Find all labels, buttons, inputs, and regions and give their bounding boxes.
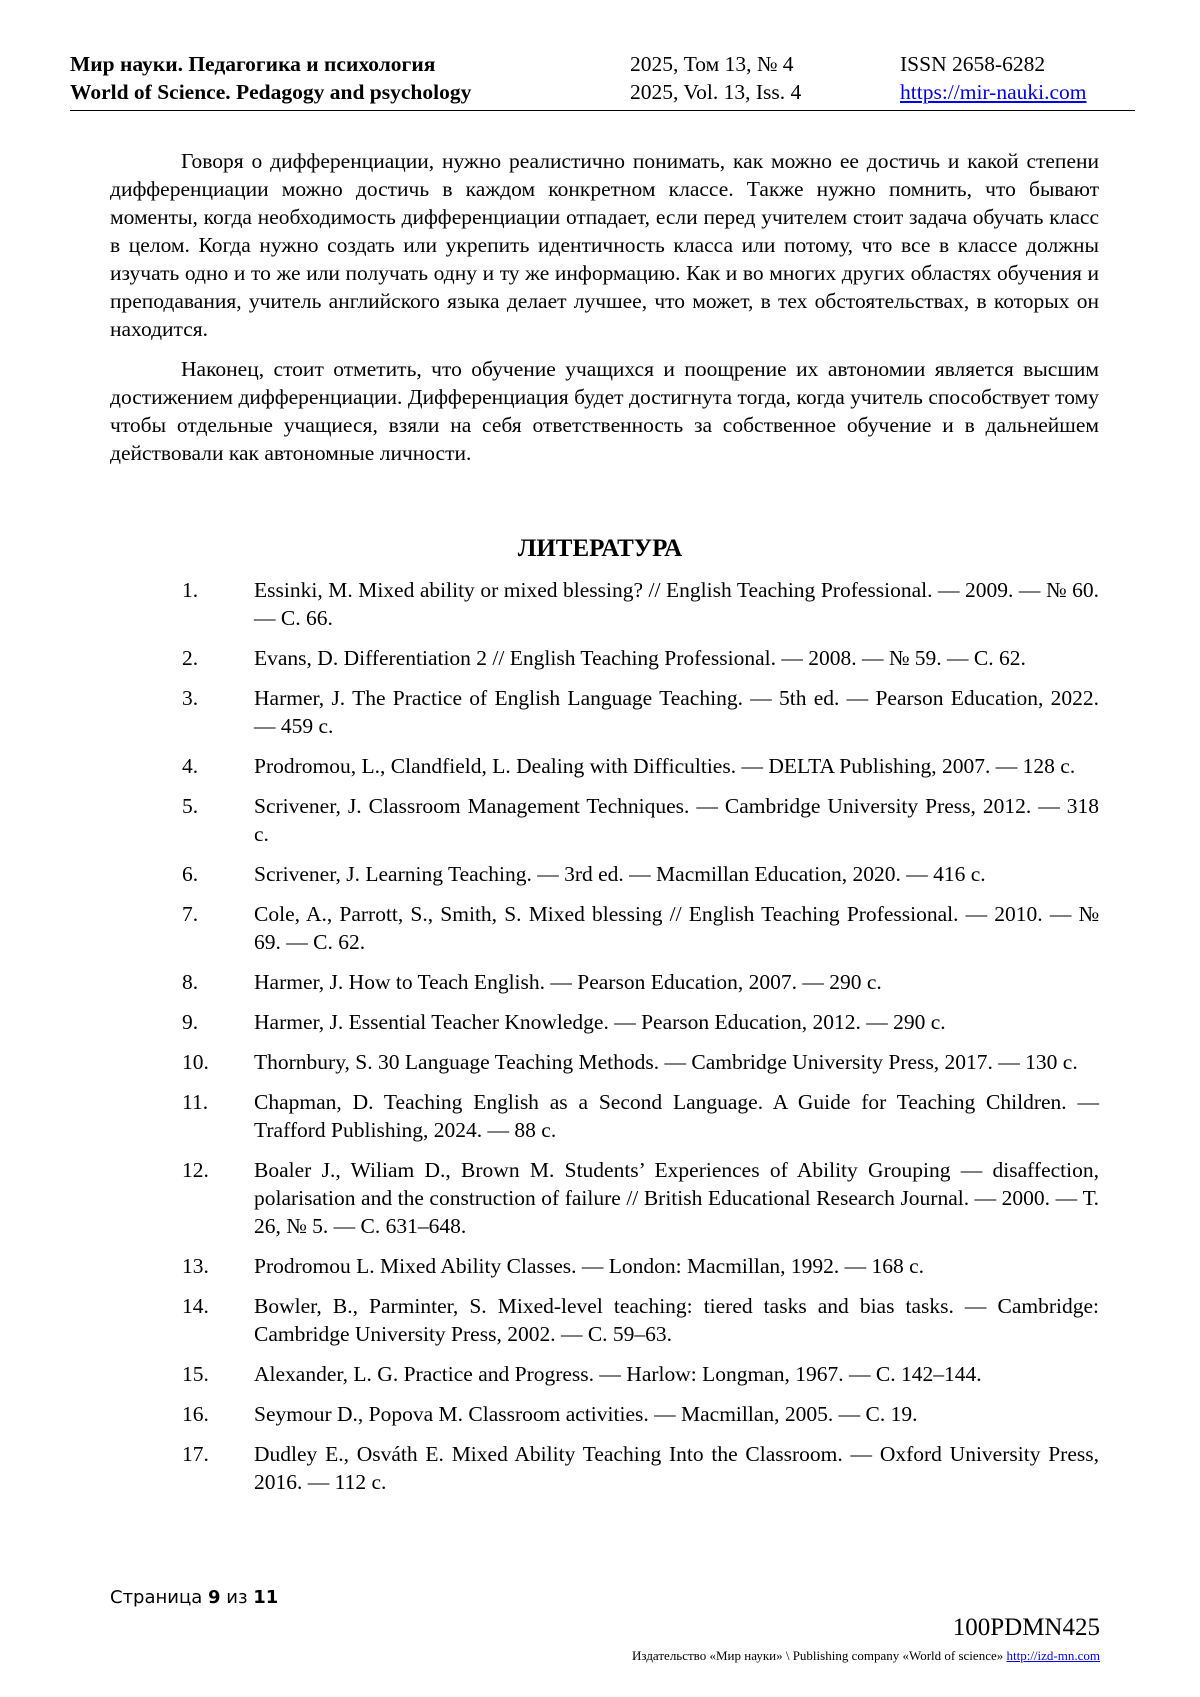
issue-info-en: 2025, Vol. 13, Iss. 4: [630, 80, 802, 104]
article-code: 100PDMN425: [952, 1614, 1100, 1641]
reference-number: 6.: [182, 862, 199, 886]
issue-info-ru: 2025, Том 13, № 4: [630, 52, 794, 76]
body-text: [110, 147, 1099, 479]
reference-number: 1.: [182, 578, 199, 602]
reference-number: 17.: [182, 1442, 209, 1466]
journal-title-en: World of Science. Pedagogy and psychology: [70, 80, 472, 104]
references-title: ЛИТЕРАТУРА: [517, 535, 683, 562]
reference-text: Seymour D., Popova M. Classroom activities. — Macmillan, 2005. — С. 19.: [254, 1402, 918, 1426]
reference-text: Cole, A., Parrott, S., Smith, S. Mixed blessing // English Teaching Professional. — 2010. — № 69. — С. 62.: [254, 902, 1099, 954]
reference-number: 11.: [182, 1090, 209, 1114]
header-divider: [70, 110, 1135, 111]
reference-text: Evans, D. Differentiation 2 // English Teaching Professional. — 2008. — № 59. — С. 62.: [254, 646, 1026, 670]
reference-number: 10.: [182, 1050, 209, 1074]
reference-item: [110, 1292, 1099, 1348]
reference-item: [110, 900, 1099, 956]
reference-number: 4.: [182, 754, 199, 778]
header-row-ru: [70, 50, 1135, 78]
reference-number: 9.: [182, 1010, 199, 1034]
reference-number: 2.: [182, 646, 199, 670]
reference-item: [110, 576, 1099, 632]
page-total: 11: [253, 1587, 279, 1608]
reference-number: 7.: [182, 902, 199, 926]
reference-item: [110, 684, 1099, 740]
reference-text: Dudley E., Osváth E. Mixed Ability Teaching Into the Classroom. — Oxford University Press, 2016. — 112 с.: [254, 1442, 1099, 1494]
reference-item: [110, 860, 1099, 888]
reference-item: [110, 1360, 1099, 1388]
reference-text: Chapman, D. Teaching English as a Second Language. A Guide for Teaching Children. — Trafford Publishing, 2024. — 88 с.: [254, 1090, 1099, 1142]
reference-item: [110, 1400, 1099, 1428]
reference-text: Alexander, L. G. Practice and Progress. — Harlow: Longman, 1967. — С. 142–144.: [254, 1362, 982, 1386]
reference-text: Essinki, M. Mixed ability or mixed blessing? // English Teaching Professional. — 2009. — № 60. — С. 66.: [254, 578, 1099, 630]
reference-item: [110, 1156, 1099, 1240]
reference-number: 3.: [182, 686, 199, 710]
page-counter: [110, 1587, 278, 1608]
references-list: [110, 576, 1099, 1508]
page-current: 9: [208, 1587, 221, 1608]
publisher-text: Издательство «Мир науки» \ Publishing company «World of science»: [632, 1648, 1004, 1663]
reference-text: Harmer, J. The Practice of English Language Teaching. — 5th ed. — Pearson Education, 2022. — 459 с.: [254, 686, 1099, 738]
page-label: Страница: [110, 1587, 203, 1608]
header-row-en: [70, 78, 1135, 106]
publisher-line: [632, 1648, 1100, 1664]
issn: ISSN 2658-6282: [900, 52, 1046, 76]
reference-item: [110, 1252, 1099, 1280]
reference-text: Harmer, J. Essential Teacher Knowledge. — Pearson Education, 2012. — 290 с.: [254, 1010, 946, 1034]
reference-item: [110, 1008, 1099, 1036]
reference-text: Scrivener, J. Learning Teaching. — 3rd ed. — Macmillan Education, 2020. — 416 с.: [254, 862, 986, 886]
page-header: [70, 50, 1135, 106]
reference-number: 8.: [182, 970, 199, 994]
reference-item: [110, 1048, 1099, 1076]
reference-number: 16.: [182, 1402, 209, 1426]
reference-text: Prodromou, L., Clandfield, L. Dealing with Difficulties. — DELTA Publishing, 2007. — 128 с.: [254, 754, 1076, 778]
reference-item: [110, 752, 1099, 780]
paragraph: Наконец, стоит отметить, что обучение учащихся и поощрение их автономии является высшим достижением дифференциации. Дифференциация будет достигнута тогда, когда учитель способствует тому чтобы отдельные учащиеся, взяли на себя ответственность за собственное обучение и в дальнейшем действовали как автономные личности.: [110, 357, 1099, 465]
paragraph: Говоря о дифференциации, нужно реалистично понимать, как можно ее достичь и какой степени дифференциации можно достичь в каждом конкретном классе. Также нужно помнить, что бывают моменты, когда необходимость дифференциации отпадает, если перед учителем стоит задача обучать класс в целом. Когда нужно создать или укрепить идентичность класса или потому, что все в классе должны изучать одно и то же или получать одну и ту же информацию. Как и во многих других областях обучения и преподавания, учитель английского языка делает лучшее, что может, в тех обстоятельствах, в которых он находится.: [110, 149, 1099, 341]
reference-text: Harmer, J. How to Teach English. — Pearson Education, 2007. — 290 с.: [254, 970, 882, 994]
reference-text: Scrivener, J. Classroom Management Techniques. — Cambridge University Press, 2012. — 318 с.: [254, 794, 1099, 846]
reference-text: Thornbury, S. 30 Language Teaching Methods. — Cambridge University Press, 2017. — 130 с.: [254, 1050, 1078, 1074]
reference-item: [110, 792, 1099, 848]
reference-text: Boaler J., Wiliam D., Brown M. Students’ Experiences of Ability Grouping — disaffection, polarisation and the construction of failure // British Educational Research Journal. — 2000. — Т. 26, № 5. — С. 631–648.: [254, 1158, 1099, 1238]
reference-item: [110, 1440, 1099, 1496]
reference-number: 5.: [182, 794, 199, 818]
reference-text: Prodromou L. Mixed Ability Classes. — London: Macmillan, 1992. — 168 с.: [254, 1254, 925, 1278]
reference-number: 12.: [182, 1158, 209, 1182]
reference-text: Bowler, B., Parminter, S. Mixed-level teaching: tiered tasks and bias tasks. — Cambridge: Cambridge University Press, 2002. — С. 59–63.: [254, 1294, 1099, 1346]
reference-number: 14.: [182, 1294, 209, 1318]
journal-url-link[interactable]: https://mir-nauki.com: [900, 80, 1087, 104]
reference-item: [110, 644, 1099, 672]
page-of: из: [226, 1587, 248, 1608]
reference-number: 15.: [182, 1362, 209, 1386]
reference-item: [110, 968, 1099, 996]
reference-number: 13.: [182, 1254, 209, 1278]
publisher-url-link[interactable]: http://izd-mn.com: [1006, 1648, 1100, 1663]
reference-item: [110, 1088, 1099, 1144]
journal-title-ru: Мир науки. Педагогика и психология: [70, 52, 436, 76]
